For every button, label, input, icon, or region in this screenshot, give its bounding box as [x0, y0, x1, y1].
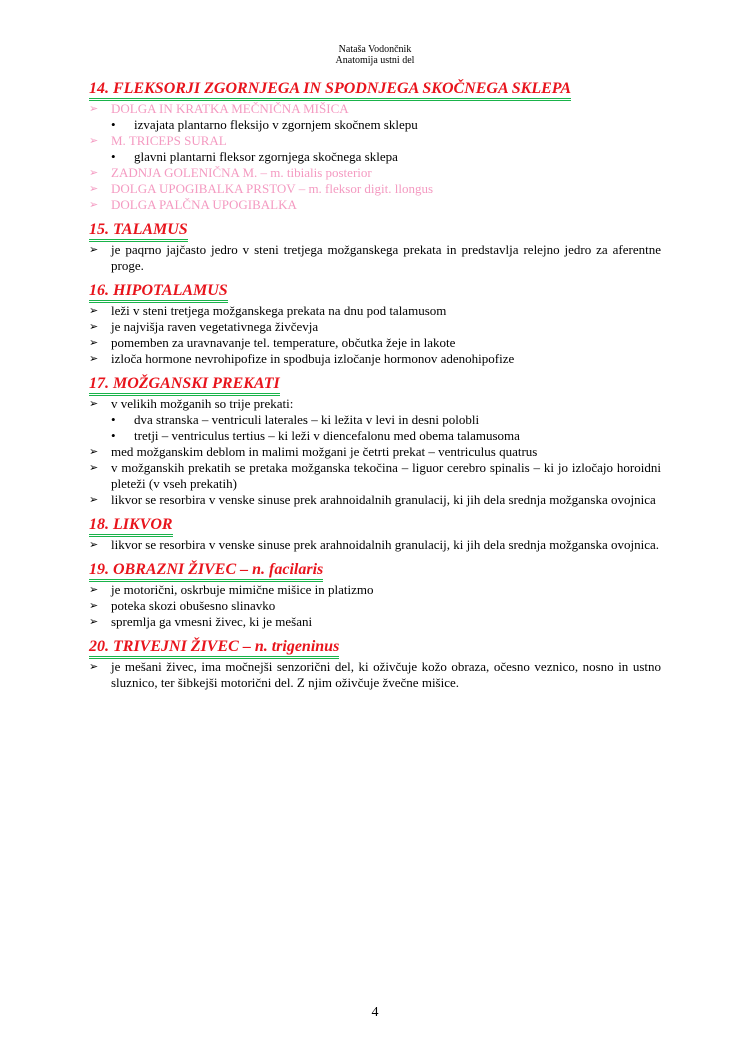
- sub-list-item: [89, 412, 661, 428]
- arrow-bullet-icon: ➢: [89, 337, 99, 349]
- document-body: [89, 80, 661, 699]
- round-bullet-icon: •: [111, 428, 116, 443]
- list-item: [89, 582, 661, 598]
- list-item-text: DOLGA PALČNA UPOGIBALKA: [111, 197, 297, 212]
- arrow-bullet-icon: ➢: [89, 199, 99, 211]
- section: [89, 282, 661, 367]
- sub-list-wrapper: [89, 412, 661, 444]
- arrow-bullet-icon: ➢: [89, 167, 99, 179]
- list-item-text: je mešani živec, ima močnejši senzorični del, ki oživčuje kožo obraza, očesno veznico, nosno in ustno sluznico, ter šibkejši motorični del. Z njim oživčuje žvečne mišice.: [111, 659, 661, 690]
- page-number: 4: [371, 1005, 379, 1020]
- arrow-bullet-icon: ➢: [89, 462, 99, 474]
- list-item-text: likvor se resorbira v venske sinuse prek arahnoidalnih granulacij, ki jih dela srednja možganska ovojnica.: [111, 537, 659, 552]
- list-item: [89, 133, 661, 149]
- sub-list-item: [89, 428, 661, 444]
- list-item-text: v možganskih prekatih se pretaka možganska tekočina – liguor cerebro spinalis – ki jo izločajo horoidni pleteži (v vseh prekatih): [111, 460, 661, 491]
- list-item-text: med možganskim deblom in malimi možgani je četrti prekat – ventriculus quatrus: [111, 444, 538, 459]
- arrow-bullet-icon: ➢: [89, 584, 99, 596]
- list-item-text: ZADNJA GOLENIČNA M. – m. tibialis posterior: [111, 165, 372, 180]
- bullet-list: [89, 537, 661, 553]
- list-item-text: poteka skozi obušesno slinavko: [111, 598, 276, 613]
- bullet-list: [89, 303, 661, 367]
- sub-list: [89, 117, 661, 133]
- sub-list-item-text: tretji – ventriculus tertius – ki leži v diencefalonu med obema talamusoma: [134, 428, 520, 443]
- arrow-bullet-icon: ➢: [89, 616, 99, 628]
- arrow-bullet-icon: ➢: [89, 600, 99, 612]
- list-item: [89, 460, 661, 492]
- list-item: [89, 242, 661, 274]
- list-item: [89, 351, 661, 367]
- section: [89, 221, 661, 274]
- header-course: Anatomija ustni del: [335, 55, 415, 66]
- arrow-bullet-icon: ➢: [89, 446, 99, 458]
- section: [89, 516, 661, 553]
- list-item: [89, 614, 661, 630]
- arrow-bullet-icon: ➢: [89, 321, 99, 333]
- list-item-text: DOLGA UPOGIBALKA PRSTOV – m. fleksor digit. llongus: [111, 181, 434, 196]
- list-item-text: M. TRICEPS SURAL: [111, 133, 227, 148]
- sub-list-item-text: dva stranska – ventriculi laterales – ki ležita v levi in desni polobli: [134, 412, 480, 427]
- list-item: [89, 335, 661, 351]
- list-item: [89, 659, 661, 691]
- list-item: [89, 181, 661, 197]
- round-bullet-icon: •: [111, 117, 116, 132]
- section-title: 15. TALAMUS: [89, 221, 188, 242]
- list-item: [89, 396, 661, 412]
- arrow-bullet-icon: ➢: [89, 135, 99, 147]
- arrow-bullet-icon: ➢: [89, 661, 99, 673]
- sub-list: [89, 149, 661, 165]
- arrow-bullet-icon: ➢: [89, 494, 99, 506]
- bullet-list: [89, 101, 661, 213]
- arrow-bullet-icon: ➢: [89, 539, 99, 551]
- list-item-text: je najvišja raven vegetativnega živčevja: [111, 319, 319, 334]
- section-title: 16. HIPOTALAMUS: [89, 282, 228, 303]
- section-title: 18. LIKVOR: [89, 516, 173, 537]
- list-item-text: izloča hormone nevrohipofize in spodbuja izločanje hormonov adenohipofize: [111, 351, 515, 366]
- sub-list: [89, 412, 661, 444]
- arrow-bullet-icon: ➢: [89, 398, 99, 410]
- sub-list-wrapper: [89, 149, 661, 165]
- list-item-text: je paqrno jajčasto jedro v steni tretjega možganskega prekata in predstavlja relejno jedro za aferentne proge.: [111, 242, 661, 273]
- arrow-bullet-icon: ➢: [89, 244, 99, 256]
- section: [89, 375, 661, 508]
- bullet-list: [89, 242, 661, 274]
- arrow-bullet-icon: ➢: [89, 353, 99, 365]
- sub-list-item-text: glavni plantarni fleksor zgornjega skočnega sklepa: [134, 149, 398, 164]
- list-item: [89, 197, 661, 213]
- list-item-text: spremlja ga vmesni živec, ki je mešani: [111, 614, 313, 629]
- list-item: [89, 492, 661, 508]
- list-item-text: DOLGA IN KRATKA MEČNIČNA MIŠICA: [111, 101, 349, 116]
- list-item: [89, 598, 661, 614]
- list-item-text: pomemben za uravnavanje tel. temperature, občutka žeje in lakote: [111, 335, 456, 350]
- section-title: 17. MOŽGANSKI PREKATI: [89, 375, 280, 396]
- list-item-text: je motorični, oskrbuje mimične mišice in platizmo: [111, 582, 374, 597]
- section-title: 14. FLEKSORJI ZGORNJEGA IN SPODNJEGA SKOČNEGA SKLEPA: [89, 80, 571, 101]
- section: [89, 80, 661, 213]
- arrow-bullet-icon: ➢: [89, 183, 99, 195]
- arrow-bullet-icon: ➢: [89, 103, 99, 115]
- sub-list-item: [89, 149, 661, 165]
- bullet-list: [89, 582, 661, 630]
- list-item: [89, 319, 661, 335]
- list-item-text: v velikih možganih so trije prekati:: [111, 396, 294, 411]
- arrow-bullet-icon: ➢: [89, 305, 99, 317]
- round-bullet-icon: •: [111, 149, 116, 164]
- section: [89, 638, 661, 691]
- list-item-text: likvor se resorbira v venske sinuse prek arahnoidalnih granulacij, ki jih dela srednja možganska ovojnica: [111, 492, 656, 507]
- section-title: 20. TRIVEJNI ŽIVEC – n. trigeninus: [89, 638, 339, 659]
- list-item-text: leži v steni tretjega možganskega prekata na dnu pod talamusom: [111, 303, 447, 318]
- bullet-list: [89, 396, 661, 508]
- header-author: Nataša Vodončnik: [338, 44, 412, 55]
- sub-list-wrapper: [89, 117, 661, 133]
- sub-list-item: [89, 117, 661, 133]
- list-item: [89, 444, 661, 460]
- list-item: [89, 101, 661, 117]
- list-item: [89, 303, 661, 319]
- round-bullet-icon: •: [111, 412, 116, 427]
- list-item: [89, 537, 661, 553]
- list-item: [89, 165, 661, 181]
- page-header: [0, 44, 750, 66]
- sub-list-item-text: izvajata plantarno fleksijo v zgornjem skočnem sklepu: [134, 117, 418, 132]
- bullet-list: [89, 659, 661, 691]
- section-title: 19. OBRAZNI ŽIVEC – n. facilaris: [89, 561, 323, 582]
- section: [89, 561, 661, 630]
